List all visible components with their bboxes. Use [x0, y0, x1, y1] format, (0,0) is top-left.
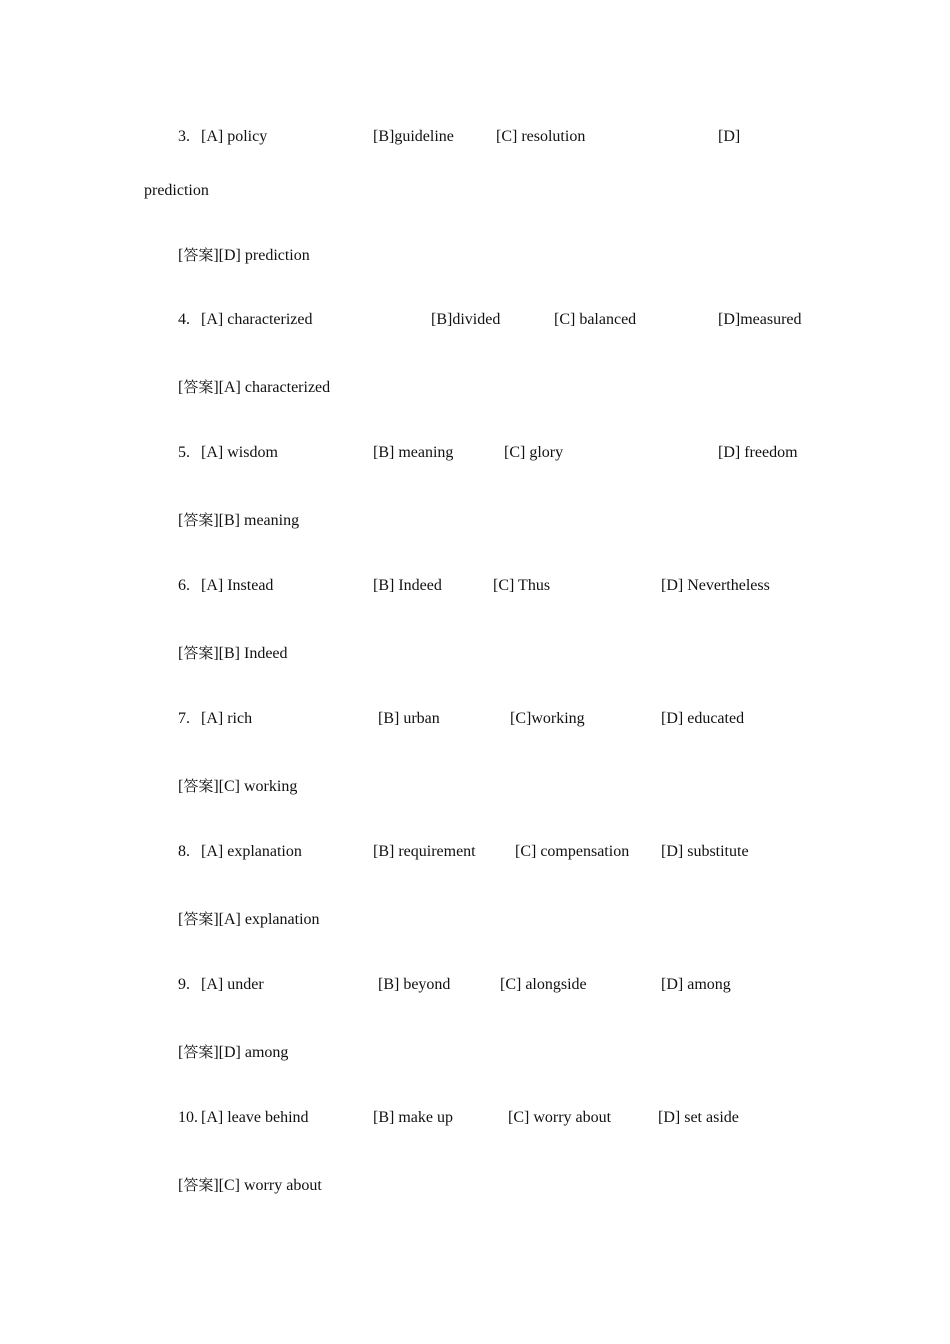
option-c: [C] worry about [508, 1109, 612, 1126]
answer-line: [答案][D] prediction [178, 246, 310, 264]
option-a: [A] policy [201, 128, 268, 145]
option-b: [B]guideline [373, 128, 454, 145]
question-number: 10. [178, 1109, 198, 1126]
option-b: [B] Indeed [373, 577, 442, 594]
answer-value: [C] worry about [218, 1177, 322, 1194]
answer-line: [答案][C] working [178, 777, 298, 795]
answer-line: [答案][B] meaning [178, 511, 300, 529]
answer-prefix: 答案 [183, 246, 214, 264]
answer-line: [答案][A] explanation [178, 910, 320, 928]
option-d: [D] set aside [658, 1109, 739, 1126]
option-a: [A] characterized [201, 311, 313, 328]
option-c: [C] compensation [515, 843, 630, 860]
answer-value: [B] meaning [218, 512, 300, 529]
option-d-wrapped-text: prediction [144, 182, 209, 199]
option-d: [D]measured [718, 311, 802, 328]
option-a: [A] under [201, 976, 264, 993]
answer-value: [A] explanation [218, 911, 320, 928]
question-number: 8. [178, 843, 190, 860]
option-b: [B]divided [431, 311, 501, 328]
question-number: 5. [178, 444, 190, 461]
option-c: [C] resolution [496, 128, 586, 145]
answer-value: [B] Indeed [218, 645, 288, 662]
answer-value: [A] characterized [218, 379, 331, 396]
option-a: [A] Instead [201, 577, 274, 594]
option-c: [C] Thus [493, 577, 551, 594]
option-c: [C] balanced [554, 311, 637, 328]
option-b: [B] make up [373, 1109, 453, 1126]
answer-prefix: 答案 [183, 378, 214, 396]
option-d: [D] substitute [661, 843, 749, 860]
question-number: 7. [178, 710, 190, 727]
question-number: 4. [178, 311, 190, 328]
answer-prefix: 答案 [183, 1176, 214, 1194]
answer-value: [D] prediction [218, 247, 310, 264]
option-b: [B] meaning [373, 444, 454, 461]
option-a: [A] rich [201, 710, 253, 727]
option-c: [C] alongside [500, 976, 587, 993]
answer-prefix: 答案 [183, 777, 214, 795]
option-a: [A] explanation [201, 843, 302, 860]
answer-value: [D] among [218, 1044, 289, 1061]
option-b: [B] requirement [373, 843, 476, 860]
answer-prefix: 答案 [183, 910, 214, 928]
option-a: [A] wisdom [201, 444, 278, 461]
answer-line: [答案][C] worry about [178, 1176, 322, 1194]
answer-prefix: 答案 [183, 644, 214, 662]
answer-value: [C] working [218, 778, 298, 795]
option-d: [D] Nevertheless [661, 577, 770, 594]
answer-prefix: 答案 [183, 1043, 214, 1061]
option-a: [A] leave behind [201, 1109, 309, 1126]
answer-line: [答案][B] Indeed [178, 644, 288, 662]
option-d: [D] freedom [718, 444, 798, 461]
answer-line: [答案][A] characterized [178, 378, 331, 396]
question-number: 9. [178, 976, 190, 993]
option-d: [D] among [661, 976, 731, 993]
option-d: [D] educated [661, 710, 745, 727]
option-d: [D] [718, 128, 741, 145]
question-number: 3. [178, 128, 190, 145]
answer-line: [答案][D] among [178, 1043, 289, 1061]
option-c: [C]working [510, 710, 585, 727]
question-number: 6. [178, 577, 190, 594]
option-c: [C] glory [504, 444, 564, 461]
answer-prefix: 答案 [183, 511, 214, 529]
option-b: [B] beyond [378, 976, 451, 993]
option-b: [B] urban [378, 710, 440, 727]
